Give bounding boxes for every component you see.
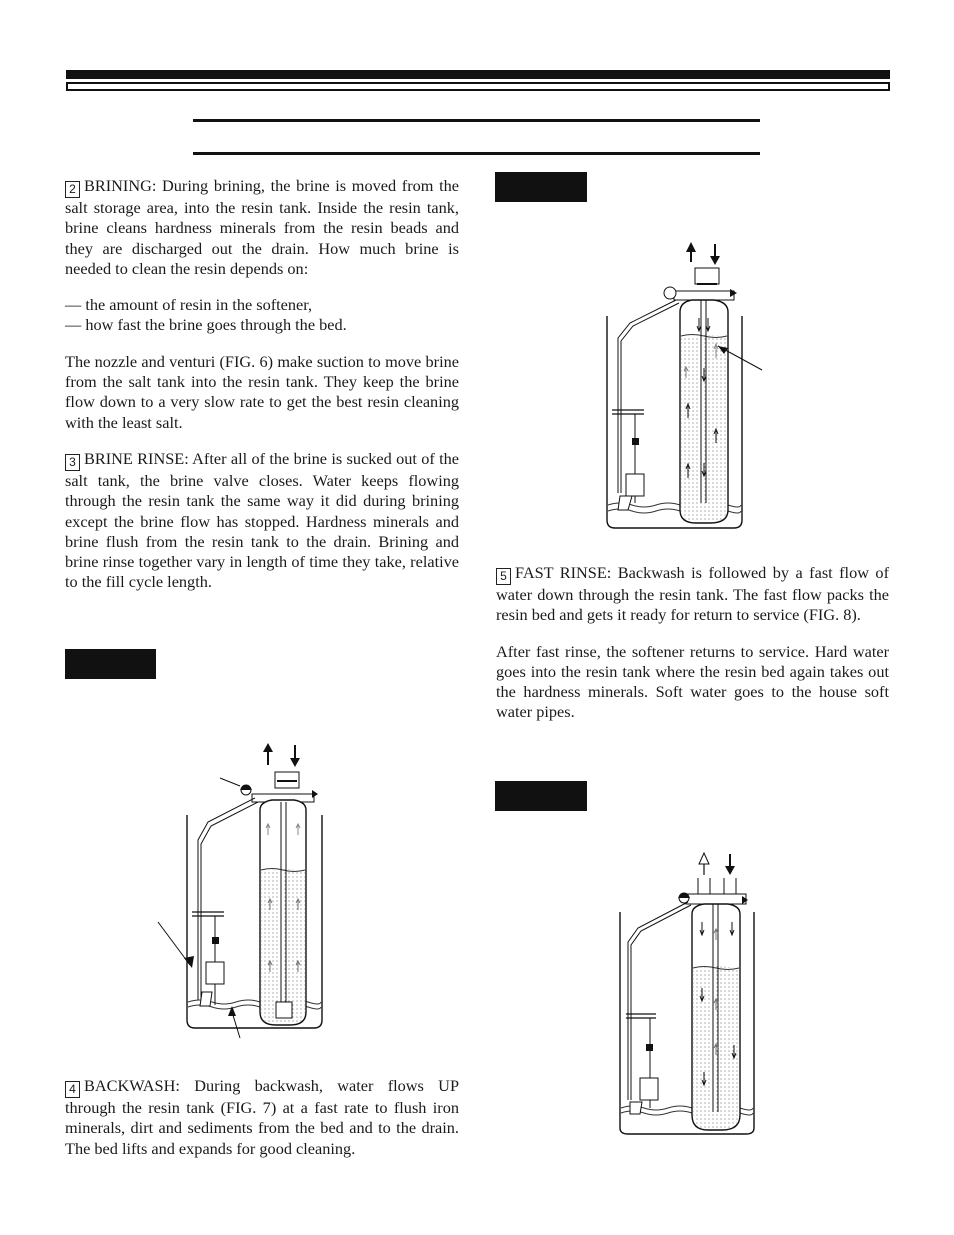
- list-item: –– the amount of resin in the softener,: [65, 295, 313, 315]
- title-rule-bottom: [193, 152, 760, 155]
- list-item: –– how fast the brine goes through the bed.: [65, 315, 347, 335]
- backwash-diagram: [180, 740, 330, 1040]
- backwash-paragraph: 4 BACKWASH: During backwash, water flows UP through the resin tank (FIG. 7) at a fast rate to flush iron minerals, dirt and sediments from the bed and to the drain. The bed lifts and expands for good cleaning.: [65, 1076, 459, 1158]
- brining-diagram: [600, 238, 750, 538]
- figure-label-box-fig7: [65, 649, 156, 679]
- left-column-text: [65, 176, 459, 609]
- title-rule-top: [193, 119, 760, 122]
- service-paragraph: After fast rinse, the softener returns to service. Hard water goes into the resin tank where the resin bed again takes out the hardness minerals. Soft water goes to the house soft water pipes.: [496, 641, 889, 722]
- header-thick-bar: [66, 70, 890, 79]
- depends-on-list: [65, 295, 459, 336]
- brining-paragraph: 2 BRINING: During brining, the brine is moved from the salt storage area, into the resin tank. Inside the resin tank, brine cleans hardness minerals from the resin beads and they are discharged out the drain. How much brine is needed to clean the resin depends on:: [65, 176, 459, 278]
- backwash-text: [65, 1076, 459, 1175]
- step-number-badge: 3: [65, 454, 80, 471]
- figure-label-box-fig8: [495, 781, 587, 811]
- fast-rinse-diagram: [612, 850, 762, 1140]
- brine-rinse-paragraph: 3 BRINE RINSE: After all of the brine is sucked out of the salt tank, the brine valve closes. Water keeps flowing through the resin tank the same way it did during brining except the brine flow has stopped. Hardness minerals and brine flush from the resin tank to the drain. Brining and brine rinse together vary in length of time they take, relative to the fill cycle length.: [65, 448, 459, 592]
- figure-label-box-fig6: [495, 172, 587, 202]
- fast-rinse-paragraph: 5 FAST RINSE: Backwash is followed by a fast flow of water down through the resin tank. The fast flow packs the resin bed and gets it ready for return to service (FIG. 8).: [496, 563, 889, 625]
- step-number-badge: 2: [65, 181, 80, 198]
- nozzle-paragraph: The nozzle and venturi (FIG. 6) make suction to move brine from the salt tank into the resin tank. They keep the brine flow down to a very slow rate to get the best resin cleaning with the least salt.: [65, 351, 459, 432]
- step-number-badge: 5: [496, 568, 511, 585]
- header-outline-bar: [66, 82, 890, 91]
- right-column-text: [496, 563, 889, 739]
- step-number-badge: 4: [65, 1081, 80, 1098]
